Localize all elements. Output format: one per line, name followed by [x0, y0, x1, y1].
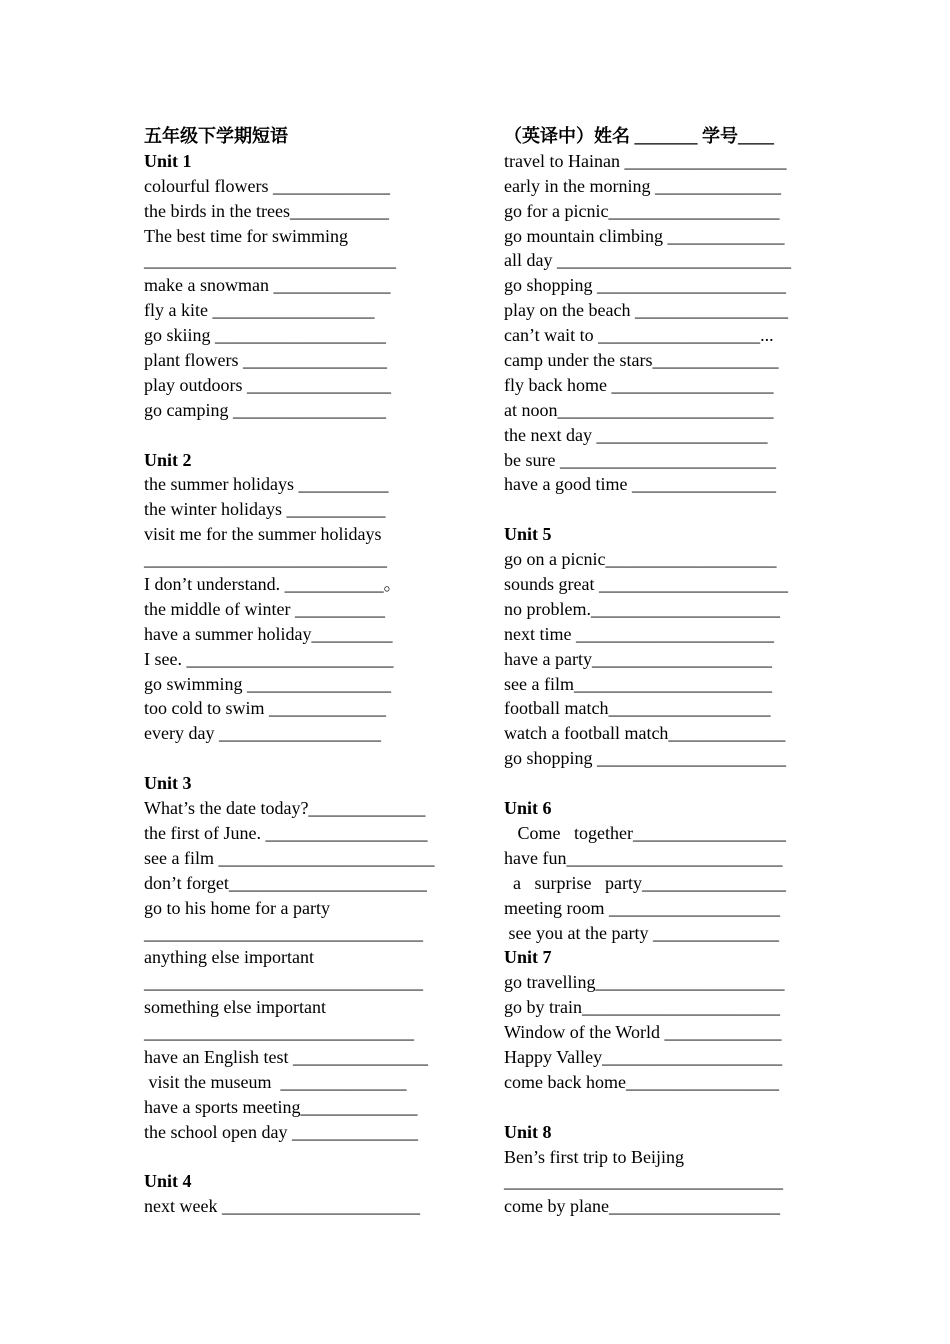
- phrase-the-first-of-june: the first of June. __________________: [144, 822, 428, 843]
- phrase-the-winter-holidays: the winter holidays ___________: [144, 499, 386, 520]
- answer-blank: ______________________________: [144, 1022, 414, 1043]
- answer-blank: ___________________________: [144, 549, 387, 570]
- phrase-see-you-at-the-party: see you at the party ______________: [504, 922, 779, 943]
- answer-blank: _______________________________: [504, 1171, 783, 1192]
- phrase-the-middle-of-winter: the middle of winter __________: [144, 598, 385, 619]
- phrase-can-t-wait-to: can’t wait to __________________...: [504, 325, 774, 346]
- phrase-something-else-important: something else important: [144, 997, 326, 1018]
- unit-heading: Unit 2: [144, 449, 192, 470]
- phrase-go-shopping: go shopping _____________________: [504, 275, 787, 296]
- phrase-meeting-room: meeting room ___________________: [504, 897, 780, 918]
- phrase-have-an-english-test: have an English test _______________: [144, 1046, 428, 1067]
- right-column: [504, 124, 834, 1219]
- phrase-all-day: all day __________________________: [504, 250, 791, 271]
- phrase-have-fun: have fun________________________: [504, 847, 783, 868]
- phrase-the-summer-holidays: the summer holidays __________: [144, 474, 389, 495]
- unit-heading: Unit 4: [144, 1171, 192, 1192]
- page-title: （英译中）姓名 _______ 学号____: [504, 126, 774, 146]
- unit-heading: Unit 6: [504, 798, 552, 819]
- phrase-travel-to-hainan: travel to Hainan __________________: [504, 150, 787, 171]
- answer-blank: _______________________________: [144, 972, 423, 993]
- answer-blank: _______________________________: [144, 922, 423, 943]
- phrase-see-a-film: see a film ________________________: [144, 847, 435, 868]
- phrase-colourful-flowers: colourful flowers _____________: [144, 175, 390, 196]
- phrase-the-next-day: the next day ___________________: [504, 424, 768, 445]
- phrase-every-day: every day __________________: [144, 723, 381, 744]
- phrase-plant-flowers: plant flowers ________________: [144, 350, 387, 371]
- phrase-go-for-a-picnic: go for a picnic___________________: [504, 200, 780, 221]
- phrase-happy-valley: Happy Valley____________________: [504, 1046, 783, 1067]
- phrase-be-sure: be sure ________________________: [504, 449, 776, 470]
- phrase-early-in-the-morning: early in the morning ______________: [504, 175, 781, 196]
- answer-blank: ____________________________: [144, 250, 396, 271]
- unit-heading: Unit 1: [144, 150, 192, 171]
- phrase-see-a-film: see a film______________________: [504, 673, 772, 694]
- phrase-play-outdoors: play outdoors ________________: [144, 374, 391, 395]
- phrase-fly-back-home: fly back home __________________: [504, 374, 774, 395]
- phrase-go-travelling: go travelling_____________________: [504, 972, 785, 993]
- phrase-window-of-the-world: Window of the World _____________: [504, 1022, 782, 1043]
- phrase-what-s-the-date-today: What’s the date today?_____________: [144, 798, 426, 819]
- unit-heading: Unit 8: [504, 1121, 552, 1142]
- phrase-no-problem: no problem._____________________: [504, 598, 780, 619]
- phrase-at-noon: at noon________________________: [504, 399, 774, 420]
- phrase-come-back-home: come back home_________________: [504, 1071, 779, 1092]
- phrase-go-to-his-home-for-a-party: go to his home for a party: [144, 897, 330, 918]
- blank-line: [144, 1145, 474, 1170]
- phrase-too-cold-to-swim: too cold to swim _____________: [144, 698, 386, 719]
- phrase-visit-the-museum: visit the museum ______________: [144, 1071, 407, 1092]
- phrase-come-together: Come together_________________: [504, 822, 786, 843]
- phrase-have-a-party: have a party____________________: [504, 648, 772, 669]
- phrase-camp-under-the-stars: camp under the stars______________: [504, 350, 779, 371]
- blank-line: [504, 1095, 834, 1120]
- phrase-play-on-the-beach: play on the beach _________________: [504, 300, 788, 321]
- phrase-the-best-time-for-swimming: The best time for swimming: [144, 225, 348, 246]
- phrase-go-mountain-climbing: go mountain climbing _____________: [504, 225, 785, 246]
- phrase-visit-me-for-the-summer-holidays: visit me for the summer holidays: [144, 524, 382, 545]
- page-title: 五年级下学期短语: [144, 126, 288, 146]
- left-column: [144, 124, 474, 1219]
- phrase-fly-a-kite: fly a kite __________________: [144, 300, 375, 321]
- phrase-a-surprise-party: a surprise party________________: [504, 872, 786, 893]
- blank-line: [144, 423, 474, 448]
- unit-heading: Unit 3: [144, 773, 192, 794]
- phrase-go-on-a-picnic: go on a picnic___________________: [504, 549, 777, 570]
- phrase-have-a-sports-meeting: have a sports meeting_____________: [144, 1096, 418, 1117]
- phrase-make-a-snowman: make a snowman _____________: [144, 275, 391, 296]
- phrase-sounds-great: sounds great _____________________: [504, 574, 788, 595]
- phrase-next-time: next time ______________________: [504, 623, 774, 644]
- unit-heading: Unit 7: [504, 947, 552, 968]
- phrase-the-birds-in-the-trees: the birds in the trees___________: [144, 200, 389, 221]
- phrase-don-t-forget: don’t forget______________________: [144, 872, 427, 893]
- phrase-go-swimming: go swimming ________________: [144, 673, 392, 694]
- phrase-watch-a-football-match: watch a football match_____________: [504, 723, 786, 744]
- blank-line: [504, 497, 834, 522]
- phrase-go-camping: go camping _________________: [144, 399, 386, 420]
- phrase-go-skiing: go skiing ___________________: [144, 325, 387, 346]
- phrase-i-see: I see. _______________________: [144, 648, 394, 669]
- phrase-ben-s-first-trip-to-beijing: Ben’s first trip to Beijing: [504, 1146, 684, 1167]
- phrase-next-week: next week ______________________: [144, 1196, 420, 1217]
- phrase-go-shopping: go shopping _____________________: [504, 748, 787, 769]
- phrase-i-don-t-understand: I don’t understand. ___________。: [144, 574, 402, 595]
- unit-heading: Unit 5: [504, 524, 552, 545]
- phrase-go-by-train: go by train______________________: [504, 997, 780, 1018]
- phrase-come-by-plane: come by plane___________________: [504, 1196, 780, 1217]
- blank-line: [504, 771, 834, 796]
- phrase-anything-else-important: anything else important: [144, 947, 314, 968]
- phrase-the-school-open-day: the school open day ______________: [144, 1121, 418, 1142]
- phrase-have-a-summer-holiday: have a summer holiday_________: [144, 623, 393, 644]
- blank-line: [144, 746, 474, 771]
- phrase-have-a-good-time: have a good time ________________: [504, 474, 776, 495]
- phrase-football-match: football match__________________: [504, 698, 771, 719]
